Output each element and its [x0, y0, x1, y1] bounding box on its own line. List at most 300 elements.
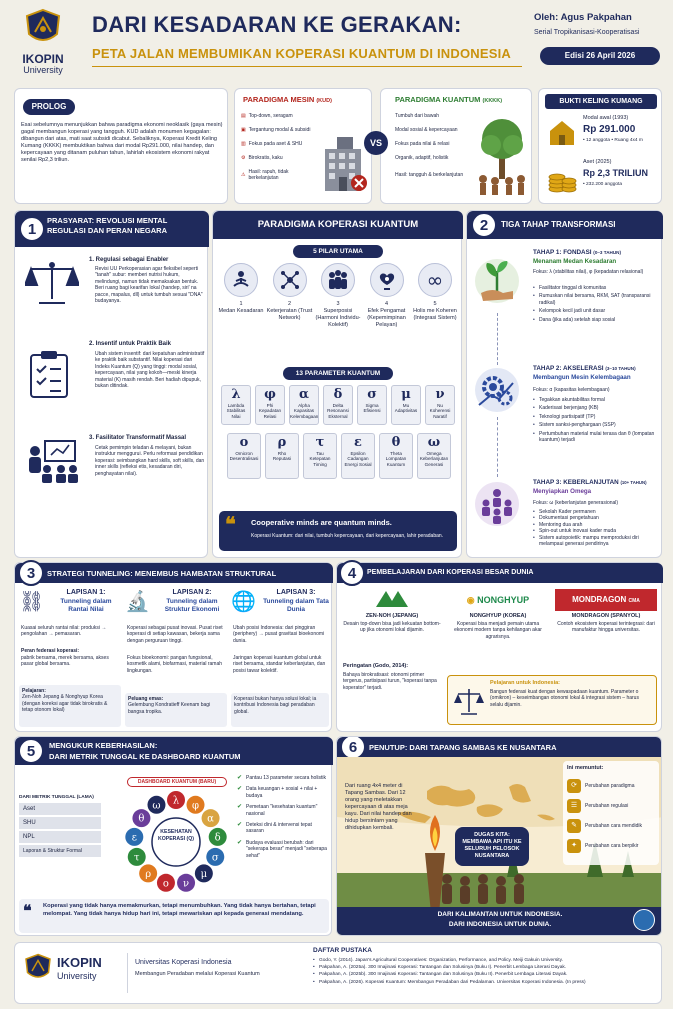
bukti-a-value: Rp 291.000: [583, 124, 636, 135]
prolog-text: Esai sebelumnya menunjukkan bahwa paradigma ekonomi neoklasik (gaya mesin) gagal membangun koperasi yang tangguh. KUD adalah monumen kegagalan: dibangun dari atas, mati saat subsidi dicabut. Sebaliknya, Koperasi Kredit Keling Kumang (KKKK) membuktikan bahwa dari modal Rp291.000, nilai handep, dan kepercayaan yang ditanam puluhan tahun, lahirlah ekosistem ekonomi rakyat senilai Rp2,3 triliun.: [21, 122, 223, 164]
microscope-icon: 🔬: [125, 589, 150, 613]
ref-item: • Pakpahan, A. (2026). Koperasi Kuantum: Membangun Peradaban dari Pedalaman. Universitas Koperasi Indonesia. (In press): [313, 979, 657, 986]
quote-box: [219, 511, 457, 551]
chart-icon: ▥: [241, 140, 246, 147]
pilar-item: [363, 263, 411, 329]
param-symbol: ω: [427, 435, 441, 450]
phase-2-divider: [497, 417, 498, 477]
check-item: ✔ Data keuangan + sosial + nilai + budaya: [237, 786, 329, 799]
idea-icon: ✦: [567, 839, 581, 853]
phase-item: • Kelompok kecil jadi unit dasar: [533, 308, 659, 314]
mesin-item: [241, 123, 317, 137]
section-5-title-2: DARI METRIK TUNGGAL KE DASHBOARD KUANTUM: [49, 752, 241, 761]
header: [0, 0, 673, 82]
phase-item: • Pertumbuhan material mulai terasa dan θ (lompatan kuantum) terjadi: [533, 431, 659, 444]
param-desc: Kapasitas Kelembagaan: [290, 408, 319, 419]
param-tau: [303, 433, 337, 479]
layer-3: [231, 587, 329, 729]
section-6-title: PENUTUP: DARI TAPANG SAMBAS KE NUSANTARA: [369, 743, 557, 752]
phase-item: • Dokumentasi pengetahuan: [533, 515, 659, 521]
section-4-header: [337, 563, 663, 583]
zennoh-logo-icon: [374, 589, 410, 609]
org-text: Contoh ekosistem koperasi terintegrasi: dari manufaktur hingga universitas.: [557, 621, 655, 634]
layer-2-lesson: [125, 693, 227, 727]
series: Serial Tropikanisasi-Kooperatisasi: [534, 29, 640, 36]
param-phi: [255, 385, 285, 425]
old-metrics-title: DARI METRIK TUNGGAL (LAMA): [19, 795, 94, 800]
ring-param-symbol: ο: [162, 878, 169, 890]
seedling-hand-icon: [473, 251, 521, 311]
pilar-name: Medan Kesadaran: [218, 308, 264, 315]
footer-tagline: Membangun Peradaban melalui Koperasi Kuantum: [135, 971, 260, 977]
param-name: Nu: [437, 403, 443, 408]
phase-item: • Tegakkan akuntabilitas formal: [533, 397, 659, 403]
footer-logo-icon: [23, 953, 53, 983]
nonghyup-logo: ◉ NONGHYUP: [466, 595, 530, 605]
section-4-number: 4: [339, 560, 365, 586]
param-symbol: ε: [354, 435, 362, 450]
closing-line-1: DARI KALIMANTAN UNTUK INDONESIA.: [437, 911, 563, 918]
warning-title: Peringatan (Godo, 2014):: [343, 663, 409, 669]
mondragon-logo-sub: CMA: [628, 598, 640, 604]
ring-param-symbol: φ: [192, 800, 200, 812]
param-name: Lambda: [227, 403, 245, 408]
ring-param-symbol: θ: [138, 813, 145, 825]
warning-box: [343, 663, 441, 727]
quote-mark-icon: ❝: [225, 512, 236, 536]
param-symbol: θ: [391, 435, 401, 450]
bukti-title: BUKTI KELING KUMANG: [545, 94, 657, 109]
section-3-header: [15, 563, 333, 583]
bukti-b-sub: • 232.200 anggota: [583, 182, 623, 187]
page-title: DARI KESADARAN KE GERAKAN:: [92, 12, 462, 37]
legend-title: Ini memuntut:: [567, 765, 604, 771]
dashboard-center: KESEHATAN KOPERASI (Q): [157, 829, 195, 842]
pilar-number: 3: [336, 301, 340, 307]
layer-2-lesson-title: Peluang emas:: [128, 696, 164, 702]
layer-3-lesson: [231, 693, 329, 727]
param-symbol: ρ: [277, 435, 287, 450]
param-symbol: δ: [333, 387, 343, 402]
layer-3-text: Ubah posisi Indonesia: dari pinggiran (periphery) → pusat gravitasi bioekonomi dunia.: [233, 625, 325, 644]
education-icon: ✎: [567, 819, 581, 833]
section-6: [336, 736, 662, 936]
s1-item-3-title: 3. Fasilitator Transformatif Massal: [89, 435, 187, 441]
s1-item-1-title: 1. Regulasi sebagai Enabler: [89, 257, 169, 263]
ref-item: • Godo, Y. (2014). Japan's Agricultural Cooperatives: Organization, Performance, and Policy. Meiji Gakuin University.: [313, 957, 657, 964]
layer-1-label: LAPISAN 1:: [66, 589, 106, 596]
presentation-people-icon: [23, 439, 79, 483]
phase-3-sub: Menyiapkan Omega: [533, 488, 592, 495]
kuantum-item: Tumbuh dari bawah: [395, 112, 440, 119]
shift-icon: ⟳: [567, 779, 581, 793]
param-epsilon: [341, 433, 375, 479]
param-desc: Stabilitas Nilai: [226, 408, 246, 419]
ring-param-symbol: δ: [214, 832, 221, 844]
org-zennoh: [343, 589, 441, 634]
param-desc: Ketepatan Timing: [309, 456, 331, 467]
section-4: [336, 562, 662, 732]
pilar-name: Holis me Koheren (Integrasi Sistem): [413, 308, 457, 322]
phase-2-list: [533, 397, 659, 443]
bukti-a-label: Modal awal (1993): [583, 115, 629, 121]
param-symbol: τ: [315, 435, 325, 450]
heart-person-icon: [370, 263, 404, 297]
check-item: ✔ Pemetaan "kesehatan kuantum" nasional: [237, 804, 329, 817]
old-metric: NPL: [19, 831, 101, 843]
closing-line-2: DARI INDONESIA UNTUK DUNIA.: [448, 921, 552, 928]
mesin-item-text: Top-down, seragam: [248, 112, 293, 119]
layer-2-focus: Fokus bioekonomi: pangan fungsional, kosmetik alami, biofarmasi, material ramah lingkungan.: [127, 655, 223, 674]
ring-param-symbol: ω: [152, 800, 161, 812]
vs-badge: VS: [364, 131, 388, 155]
pilar-number: 5: [433, 301, 437, 307]
org-name: MONDRAGON (SPANYOL): [571, 613, 641, 619]
author: Oleh: Agus Pakpahan: [534, 12, 632, 23]
globe-icon: [633, 909, 655, 931]
footer-divider: [127, 953, 128, 993]
layer-3-title: Tunneling dalam Tata Dunia: [263, 598, 329, 613]
param-rho: [265, 433, 299, 479]
paradigma-mesin-title: [243, 95, 332, 104]
phase-item: • Teknologi partisipatif (TP): [533, 414, 659, 420]
phase-3-focus: Fokus: ω (keberlanjutan generasional): [533, 500, 619, 506]
phase-item: • Spin-out untuk inovasi kader muda: [533, 528, 659, 534]
refs-title: DAFTAR PUSTAKA: [313, 947, 372, 954]
phase-1-focus: Fokus: λ (stabilitas nilai), φ (kepadatan relasional): [533, 269, 644, 275]
logo: [14, 8, 72, 78]
gears-icon: [473, 365, 521, 415]
param-desc: Desentralisasi: [229, 456, 259, 462]
phase-2-focus: Fokus: α (kapasitas kelembagaan): [533, 387, 610, 393]
zennoh-logo: [343, 589, 441, 611]
ring-param-symbol: μ: [200, 868, 208, 880]
money-icon: ▣: [241, 126, 246, 133]
logo-name: IKOPIN: [22, 52, 64, 66]
layer-1-text: Kuasai seluruh rantai nilai: produksi → pengolahan → pemasaran.: [21, 625, 107, 638]
pilar-name: Superposisi (Harmoni Individu-Kolektif): [315, 308, 361, 329]
param-symbol: ν: [435, 387, 445, 402]
param-title: 13 PARAMETER KUANTUM: [283, 367, 393, 380]
phase-item: • Mentoring dua arah: [533, 522, 659, 528]
meditation-icon: [224, 263, 258, 297]
pilar-item: [266, 263, 314, 329]
legend-item-text: Perubahan paradigma: [585, 782, 635, 789]
section-6-header: [337, 737, 662, 757]
logo-emblem-icon: [23, 8, 63, 48]
gear-icon: ⚙: [241, 154, 246, 161]
footer-univ: Universitas Koperasi Indonesia: [135, 959, 232, 966]
param-symbol: φ: [264, 387, 276, 402]
kuantum-item: Fokus pada nilai & relasi: [395, 140, 450, 147]
param-desc: Koherensi Naratif: [429, 408, 451, 419]
legend-item-text: Perubahan cara berpikir: [585, 842, 639, 849]
section-3-title: STRATEGI TUNNELING: MENEMBUS HAMBATAN STRUKTURAL: [47, 569, 277, 578]
paradigma-kuantum-section: [212, 210, 462, 558]
layer-3-network: Jaringan koperasi kuantum global untuk riset bersama, standar keberlanjutan, dan posisi tawar kolektif.: [233, 655, 326, 674]
param-nu: [425, 385, 455, 425]
check-item: ✔ Deteksi dini & intervensi tepat sasaran: [237, 822, 329, 835]
section-2-title: TIGA TAHAP TRANSFORMASI: [501, 220, 616, 229]
param-omicron: [227, 433, 261, 479]
mesin-item: [241, 165, 317, 185]
legend-item-text: Perubahan regulasi: [585, 802, 629, 809]
org-name: ZEN-NOH (JEPANG): [365, 613, 419, 619]
pilar-number: 2: [287, 301, 292, 307]
org-name: NONGHYUP (KOREA): [469, 613, 527, 619]
param-desc: Efisiensi: [363, 408, 381, 414]
people-group-icon: [321, 263, 355, 297]
section-4-title: PEMBELAJARAN DARI KOPERASI BESAR DUNIA: [367, 569, 534, 576]
pilar-name: Efek Pengamat (Kepemimpinan Pelayan): [367, 308, 406, 329]
house-icon: [547, 117, 577, 147]
param-theta: [379, 433, 413, 479]
infinity-icon: ∞: [418, 263, 452, 297]
s1-item-2-title: 2. Insentif untuk Praktik Baik: [89, 341, 172, 347]
phase-item: • Sekolah Kader permanen: [533, 509, 659, 515]
pilar-number: 4: [384, 301, 389, 307]
phase-2-sub: Membangun Mesin Kelembagaan: [533, 374, 631, 381]
paradigma-center-title: PARADIGMA KOPERASI KUANTUM: [213, 211, 463, 239]
pilar-row: [217, 263, 459, 329]
param-desc: Keberlanjutan Generasi: [419, 456, 449, 467]
section-3-number: 3: [18, 560, 44, 586]
ring-param-symbol: ρ: [145, 868, 152, 880]
section-1-title: PRASYARAT: REVOLUSI MENTAL REGULASI DAN PERAN NEGARA: [47, 216, 168, 235]
layer-1-lesson: [19, 685, 121, 727]
balance-icon: [454, 686, 484, 716]
org-text: Desain top-down bisa jadi kekuatan bottom-up jika otonomi lokal dijamin.: [343, 621, 441, 634]
section-5: [14, 736, 332, 936]
paradigma-kuantum-title-text: PARADIGMA KUANTUM: [395, 95, 481, 104]
phase-2-years: (3–10 TAHUN): [605, 366, 636, 371]
phase-item: • Kaderisasi berjenjang (KB): [533, 405, 659, 411]
org-mondragon: [555, 589, 657, 634]
prolog-card: [14, 88, 228, 204]
ring-param-symbol: ν: [183, 878, 190, 890]
paradigma-mesin-title-text: PARADIGMA MESIN: [243, 95, 315, 104]
param-desc: Reputasi: [272, 456, 292, 462]
layer-1: [19, 587, 121, 729]
s1-item-1-text: Revisi UU Perkoperasian agar fleksibel seperti "tanah" subur: memberi nutrisi hukum, melindungi, namun tidak memaksakan bentuk. Beri ruang bagi kearifan lokal (handep, siri' na pacce, mapalus, dll) untuk tumbuh sesuai "DNA" budayanya.: [95, 266, 203, 304]
param-symbol: μ: [401, 387, 411, 402]
closing-text: Koperasi yang tidak hanya memakmurkan, tetapi menumbuhkan. Yang tidak hanya bertahan, tetapi melompat. Yang tidak hanya hidup hari ini, tetapi mewariskan api kepada generasi mendatang.: [43, 903, 316, 917]
layer-2-lesson-text: Gelembung Kondratieff Keenam bagi bangsa tropika.: [128, 702, 211, 715]
phase-3-years: (10+ TAHUN): [620, 480, 647, 485]
param-symbol: α: [298, 387, 309, 402]
factory-building-icon: [321, 129, 369, 193]
paradigma-mesin-list: [241, 109, 317, 185]
phase-1-list: [533, 285, 659, 323]
ref-item: • Pakpahan, A. (2025b). 300 Imajinasi Koperasi: Tantangan dan Solusinya (Buku II). Penerbit Lembaga Literasi Dayak.: [313, 971, 657, 978]
phase-item: • Sistem autopoietik: mampu memproduksi diri melampaui generasi pendirinya: [533, 535, 659, 548]
paradigma-kuantum-tag: (KKKK): [482, 98, 503, 104]
speech-bubble: DUGAS KITA: MEMBAWA API ITU KE SELURUH PELOSOK NUSANTARA: [455, 827, 529, 866]
closing-box: [19, 899, 329, 933]
bukti-a-sub: • 12 anggota • Ruang 4x4 m: [583, 138, 643, 143]
phase-1-sub: Menanam Medan Kesadaran: [533, 258, 617, 265]
legend-item: [567, 836, 655, 856]
mesin-item-text: Fokus pada aset & SHU: [248, 140, 303, 147]
param-name: Sigma: [365, 403, 379, 408]
ring-param-symbol: α: [207, 813, 214, 825]
legend-item: [567, 776, 655, 796]
legend-box: [563, 761, 659, 865]
section-1: [14, 210, 208, 558]
nonghyup-logo-text: NONGHYUP: [477, 595, 530, 605]
layer-2-label: LAPISAN 2:: [172, 589, 212, 596]
pilar-title: 5 PILAR UTAMA: [293, 245, 383, 258]
warning-text: Bahaya birokratisasi: otonomi primer tergerus, partisipasi turun, "koperasi tanpa koperator" terjadi.: [343, 672, 437, 691]
closing-story: Dari ruang 4x4 meter di Tapang Sambas. Dari 12 orang yang meletakkan kepercayaan di atas meja kayu. Dari nilai handep dan hidup bersinlarn yang dihidupkan kembali.: [345, 783, 412, 832]
legend-item-text: Perubahan cara mendidik: [585, 822, 642, 829]
phase-1-years: (0–3 TAHUN): [593, 250, 622, 255]
section-5-title: MENGUKUR KEBERHASILAN:: [49, 741, 158, 750]
pilar-item: [217, 263, 265, 329]
pilar-number: 1: [239, 301, 243, 307]
layer-1-role-title: Peran federasi koperasi:: [21, 648, 80, 654]
check-item: ✔ Budaya evaluasi berubah: dari "sekerapa besar" menjadi "seberapa sehat": [237, 840, 329, 859]
check-item: ✔ Pantau 13 parameter secara holistik: [237, 775, 329, 781]
org-text: Koperasi bisa menjadi pemain utama ekonomi modern tanpa kehilangan akar agrarisnya.: [454, 621, 542, 640]
phase-2-title: [533, 365, 636, 372]
org-nonghyup: [449, 589, 547, 640]
dashboard-title: DASHBOARD KUANTUM (BARU): [127, 777, 227, 787]
prolog-title: PROLOG: [23, 99, 75, 115]
param-desc: Cadangan Energi Sosial: [344, 456, 372, 467]
bukti-b-label: Aset (2025): [583, 159, 612, 165]
param-desc: Lompatan Kuantum: [385, 456, 407, 467]
footer: [14, 942, 662, 1004]
kuantum-item: Hasil: tangguh & berkelanjutan: [395, 171, 464, 178]
param-name: Omicron: [235, 451, 253, 456]
param-name: Rho: [277, 451, 287, 456]
old-metrics: [19, 795, 101, 857]
people-network-icon: [473, 479, 521, 529]
bukti-card: [538, 88, 662, 204]
param-desc: Resonansi Eksternal: [327, 408, 349, 419]
phase-item: • Fasilitator tinggal di komunitas: [533, 285, 659, 291]
mesin-item-text: Hasil: rapuh, tidak berkelanjutan: [248, 168, 289, 181]
mesin-item: [241, 151, 317, 165]
quote-subtext: Koperasi Kuantum: dari nilai, tumbuh kepercayaan, dari kepercayaan, lahir peradaban.: [251, 533, 444, 539]
layer-2-title: Tunneling dalam Struktur Ekonomi: [164, 598, 220, 613]
section-2-number: 2: [471, 212, 497, 238]
param-name: Theta: [390, 451, 402, 456]
kuantum-item: Modal sosial & kepercayaan: [395, 126, 458, 133]
param-mu: [391, 385, 421, 425]
old-metric: SHU: [19, 817, 101, 829]
page-subtitle: PETA JALAN MEMBUMIKAN KOPERASI KUANTUM DI INDONESIA: [92, 46, 511, 61]
phase-3-name: TAHAP 3: KEBERLANJUTAN: [533, 479, 619, 486]
param-name: Delta: [332, 403, 344, 408]
old-metric: Aset: [19, 803, 101, 815]
param-symbol: ο: [239, 435, 249, 450]
mondragon-logo: [555, 589, 657, 611]
section-6-number: 6: [340, 736, 366, 760]
legend-item: [567, 816, 655, 836]
layer-3-label: LAPISAN 3:: [276, 589, 316, 596]
param-lambda: [221, 385, 251, 425]
param-desc: Adaptivitas: [394, 408, 418, 414]
phase-3-list: [533, 509, 659, 547]
header-divider: [92, 66, 522, 67]
phase-3-title: [533, 479, 647, 486]
param-name: Epsilon: [350, 451, 366, 456]
ring-param-symbol: τ: [133, 852, 140, 864]
param-symbol: σ: [367, 387, 377, 402]
lesson-title: Pelajaran untuk Indonesia:: [490, 680, 560, 686]
scales-icon: [25, 259, 79, 305]
paradigma-kuantum-list: [395, 109, 475, 185]
network-icon: [273, 263, 307, 297]
checklist-icon: [29, 351, 69, 399]
section-5-number: 5: [18, 738, 44, 764]
footer-logo-name: IKOPIN: [57, 955, 102, 970]
pilar-name: Keterjeratan (Trust Network): [266, 308, 313, 322]
globe-icon: 🌐: [231, 589, 256, 613]
warning-icon: ⚠: [241, 171, 246, 178]
param-name: Mu: [402, 403, 410, 408]
param-alpha: [289, 385, 319, 425]
s1-item-2-text: Ubah sistem insentif: dari kepatuhan administratif ke praktik baik substantif. Nilai koperasi dari Indeks Kuantum (Q) yang tinggi: modal sosial, kepercayaan, nilai yang kokoh—meski kinerja material (K) masih rendah. Beri hadiah dipupuk, bukan ditindak.: [95, 351, 205, 389]
mesin-item: [241, 137, 317, 151]
layer-3-lesson-text: Koperasi bukan hanya solusi lokal; ia kontribusi Indonesia bagi peradaban global.: [234, 696, 317, 715]
lesson-box: [447, 675, 657, 725]
paradigma-mesin-card: [234, 88, 372, 204]
legend-item: [567, 796, 655, 816]
ring-param-symbol: λ: [172, 795, 180, 807]
bukti-b-value: Rp 2,3 TRILIUN: [583, 168, 649, 178]
coins-icon: [547, 159, 577, 193]
layer-2: [125, 587, 227, 729]
layer-2-text: Koperasi sebagai pusat inovasi. Pusat riset koperasi di setiap kawasan, bekerja sama dengan perguruan tinggi.: [127, 625, 223, 644]
ref-item: • Pakpahan, A. (2025a). 300 Imajinasi Koperasi: Tantangan dan Solusinya (Buku I). Penerbit Lembaga Literasi Dayak.: [313, 964, 657, 971]
section-1-number: 1: [19, 216, 45, 242]
hierarchy-icon: ▤: [241, 112, 246, 119]
phase-item: • Rumuskan nilai bersama, RKM, SAT (transparansi radikal): [533, 293, 659, 306]
document-icon: ☰: [567, 799, 581, 813]
layer-1-role: pabrik bersama, merek bersama, akses pasar global bersama.: [21, 655, 109, 668]
quote-mark-icon: ❝: [23, 901, 32, 920]
mesin-item-text: Birokratis, kaku: [248, 154, 283, 161]
ring-param-symbol: ε: [131, 832, 137, 844]
section-5-header: [15, 737, 333, 765]
mesin-item-text: Tergantung modal & subsidi: [248, 126, 311, 133]
param-name: Tau: [316, 451, 324, 456]
mesin-item: [241, 109, 317, 123]
phase-1-divider: [497, 313, 498, 365]
paradigma-mesin-tag: (KUD): [316, 98, 332, 104]
s1-item-3-text: Cetak pemimpin teladan & melayani, bukan instruktur menggurui. Perlu reformasi pendidikan koperasi: seimbangkan hard skills, soft skills, dan inner skills (refleksi etis, kesadaran diri, penghayatan nilai).: [95, 445, 205, 477]
layer-1-lesson-title: Pelajaran:: [22, 688, 46, 694]
param-name: Omega: [426, 451, 442, 456]
param-name: Alpha: [298, 403, 310, 408]
phase-1-title: [533, 249, 621, 256]
phase-item: • Sistem sanksi-penghargaan (SSP): [533, 422, 659, 428]
layer-1-lesson-text: Zen-Noh Jepang & Nonghyup Korea (dengan koreksi agar tidak birokratis & tetap otonom lokal): [22, 694, 108, 714]
pilar-item: [411, 263, 459, 329]
paradigma-kuantum-title: [395, 95, 502, 104]
section-2: [466, 210, 662, 558]
ring-param-symbol: σ: [211, 852, 219, 864]
phase-1-name: TAHAP 1: FONDASI: [533, 249, 592, 256]
param-desc: Kepadatan Relasi: [258, 408, 282, 419]
layer-1-title: Tunneling dalam Rantai Nilai: [60, 598, 112, 613]
logo-sub: University: [23, 65, 63, 75]
param-sigma: [357, 385, 387, 425]
edition-badge: Edisi 26 April 2026: [540, 47, 660, 65]
